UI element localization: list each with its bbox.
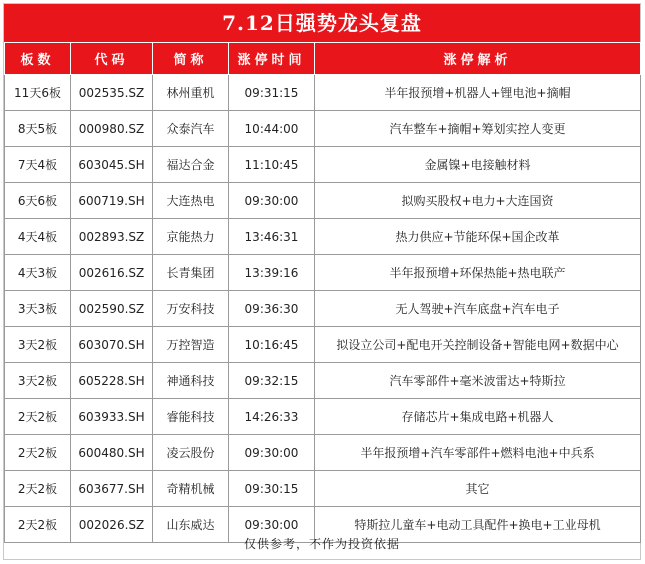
stock-table [4,42,641,543]
analysis-cell: 存储芯片+集成电路+机器人 [315,399,641,435]
time-cell: 13:46:31 [229,219,315,255]
board-count-cell: 2天2板 [5,471,71,507]
analysis-cell: 无人驾驶+汽车底盘+汽车电子 [315,291,641,327]
board-count-cell: 7天4板 [5,147,71,183]
short-name-cell: 万安科技 [153,291,229,327]
short-name-cell: 福达合金 [153,147,229,183]
time-cell: 09:30:00 [229,183,315,219]
header-limit-up-analysis: 涨停解析 [315,43,641,75]
short-name-cell: 神通科技 [153,363,229,399]
short-name-cell: 睿能科技 [153,399,229,435]
time-cell: 09:31:15 [229,75,315,111]
table-row [5,219,641,255]
analysis-cell: 金属镍+电接触材料 [315,147,641,183]
time-cell: 10:16:45 [229,327,315,363]
time-cell: 09:36:30 [229,291,315,327]
short-name-cell: 万控智造 [153,327,229,363]
board-count-cell: 11天6板 [5,75,71,111]
disclaimer: 仅供参考，不作为投资依据 [243,537,400,551]
code-cell: 002590.SZ [71,291,153,327]
code-cell: 603070.SH [71,327,153,363]
analysis-cell: 半年报预增+机器人+锂电池+摘帽 [315,75,641,111]
board-count-cell: 2天2板 [5,507,71,543]
code-cell: 002616.SZ [71,255,153,291]
code-cell: 600719.SH [71,183,153,219]
analysis-cell: 半年报预增+汽车零部件+燃料电池+中兵系 [315,435,641,471]
code-cell: 603933.SH [71,399,153,435]
table-row [5,435,641,471]
table-row [5,183,641,219]
code-cell: 000980.SZ [71,111,153,147]
table-row [5,75,641,111]
analysis-cell: 半年报预增+环保热能+热电联产 [315,255,641,291]
table-row [5,111,641,147]
short-name-cell: 大连热电 [153,183,229,219]
short-name-cell: 奇精机械 [153,471,229,507]
code-cell: 605228.SH [71,363,153,399]
table-row [5,255,641,291]
board-count-cell: 3天2板 [5,363,71,399]
board-count-cell: 2天2板 [5,399,71,435]
table-row [5,327,641,363]
header-code: 代码 [71,43,153,75]
analysis-cell: 汽车整车+摘帽+筹划实控人变更 [315,111,641,147]
table-row [5,147,641,183]
time-cell: 14:26:33 [229,399,315,435]
code-cell: 603677.SH [71,471,153,507]
time-cell: 09:30:00 [229,435,315,471]
board-count-cell: 4天3板 [5,255,71,291]
analysis-cell: 拟购买股权+电力+大连国资 [315,183,641,219]
table-row [5,471,641,507]
code-cell: 002535.SZ [71,75,153,111]
code-cell: 002893.SZ [71,219,153,255]
board-count-cell: 2天2板 [5,435,71,471]
code-cell: 600480.SH [71,435,153,471]
time-cell: 13:39:16 [229,255,315,291]
analysis-cell: 热力供应+节能环保+国企改革 [315,219,641,255]
time-cell: 11:10:45 [229,147,315,183]
board-count-cell: 3天2板 [5,327,71,363]
time-cell: 09:30:00 [229,507,315,543]
time-cell: 09:30:15 [229,471,315,507]
review-card [3,3,641,560]
table-row [5,363,641,399]
code-cell: 603045.SH [71,147,153,183]
analysis-cell: 特斯拉儿童车+电动工具配件+换电+工业母机 [315,507,641,543]
time-cell: 09:32:15 [229,363,315,399]
table-row [5,399,641,435]
short-name-cell: 京能热力 [153,219,229,255]
short-name-cell: 山东威达 [153,507,229,543]
analysis-cell: 汽车零部件+毫米波雷达+特斯拉 [315,363,641,399]
board-count-cell: 4天4板 [5,219,71,255]
header-row [5,43,641,75]
header-limit-up-time: 涨停时间 [229,43,315,75]
time-cell: 10:44:00 [229,111,315,147]
analysis-cell: 拟设立公司+配电开关控制设备+智能电网+数据中心 [315,327,641,363]
page-title: 7.12日强势龙头复盘 [4,4,640,42]
short-name-cell: 林州重机 [153,75,229,111]
short-name-cell: 长青集团 [153,255,229,291]
board-count-cell: 3天3板 [5,291,71,327]
table-row [5,291,641,327]
header-board-count: 板数 [5,43,71,75]
header-short-name: 简称 [153,43,229,75]
short-name-cell: 凌云股份 [153,435,229,471]
board-count-cell: 6天6板 [5,183,71,219]
short-name-cell: 众泰汽车 [153,111,229,147]
analysis-cell: 其它 [315,471,641,507]
code-cell: 002026.SZ [71,507,153,543]
board-count-cell: 8天5板 [5,111,71,147]
